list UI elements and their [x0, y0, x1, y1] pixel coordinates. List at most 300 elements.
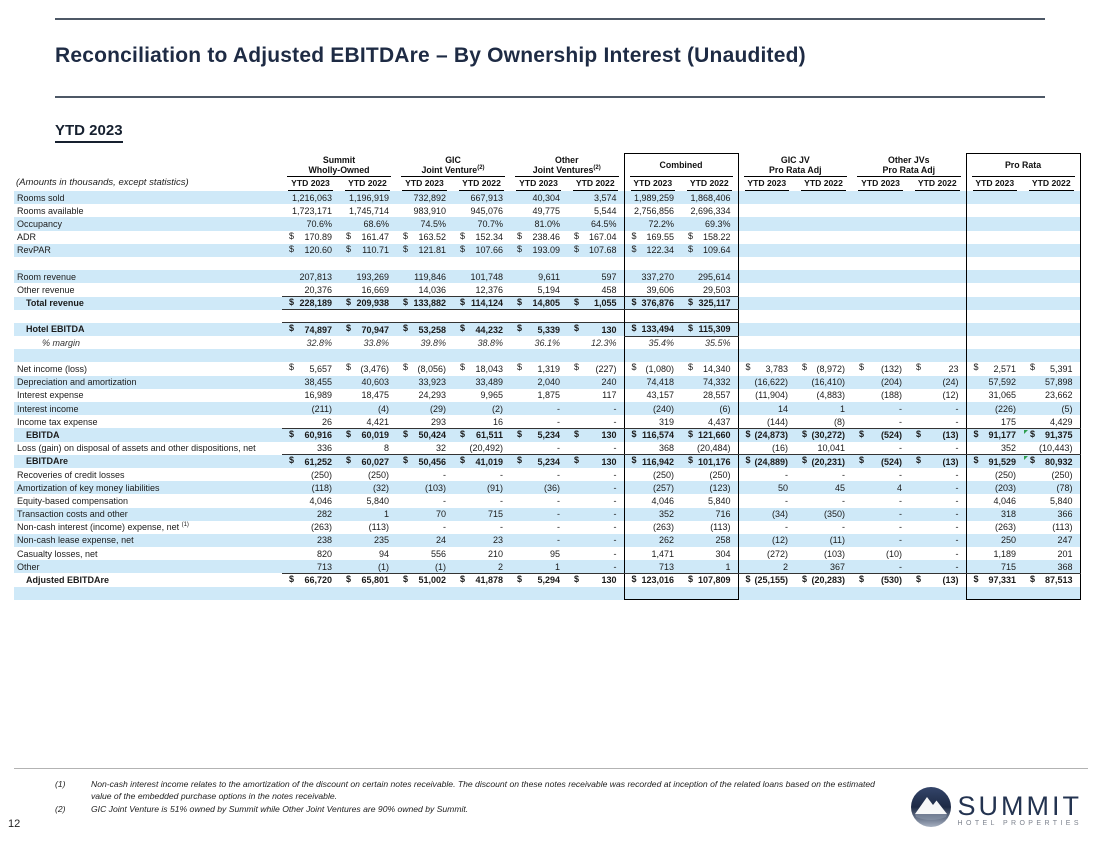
- value-cell: 117: [602, 390, 617, 401]
- value-cell: 2,040: [537, 377, 561, 388]
- value-cell: 556: [430, 548, 446, 559]
- value-cell: -: [909, 402, 966, 415]
- value-cell: [909, 310, 966, 323]
- value-cell: $ 238.46: [517, 230, 561, 243]
- value-cell: (5): [1023, 402, 1080, 415]
- value-cell: -: [842, 469, 846, 480]
- value-cell: -: [852, 560, 909, 573]
- value-cell: [795, 310, 852, 323]
- value-cell: (113): [368, 522, 389, 533]
- value-cell: -: [899, 509, 903, 520]
- value-cell: [510, 257, 567, 270]
- value-cell: [852, 323, 909, 336]
- value-cell: [396, 349, 453, 362]
- row-label: ADR: [17, 232, 37, 243]
- row-label: Room revenue: [17, 271, 77, 282]
- value-cell: -: [852, 415, 909, 428]
- value-cell: $ 130: [574, 573, 617, 586]
- value-cell: 9,611: [538, 271, 561, 282]
- value-cell: [1023, 231, 1080, 244]
- value-cell: (211): [311, 403, 332, 414]
- value-cell: -: [500, 469, 504, 480]
- value-cell: $ 116,574: [624, 428, 681, 441]
- value-cell: (91): [487, 482, 504, 493]
- value-cell: $ 41,878: [460, 573, 504, 586]
- value-cell: -: [500, 495, 504, 506]
- value-cell: 1: [383, 509, 389, 520]
- value-cell: -: [909, 468, 966, 481]
- value-cell: 366: [1023, 508, 1080, 521]
- value-cell: $ 74,897: [282, 323, 339, 336]
- table-row: [14, 508, 1080, 521]
- value-cell: -: [613, 482, 617, 493]
- value-cell: [966, 349, 1023, 362]
- value-cell: $ 61,511: [460, 428, 504, 441]
- value-cell: 352: [624, 508, 681, 521]
- table-header-group: Pro Rata: [966, 154, 1080, 178]
- value-cell: (263): [310, 522, 332, 533]
- value-cell: 29,503: [681, 283, 738, 296]
- value-cell: [852, 270, 909, 283]
- value-cell: 207,813: [299, 271, 332, 282]
- value-cell: 667,913: [470, 192, 504, 203]
- value-cell: [966, 231, 1023, 244]
- row-label: EBITDAre: [26, 456, 69, 467]
- title-rule: [55, 96, 1045, 98]
- amounts-note: (Amounts in thousands, except statistics): [16, 177, 189, 188]
- row-label: Recoveries of credit losses: [17, 469, 125, 480]
- ytd-column-header: YTD 2022: [339, 177, 396, 191]
- value-cell: (250): [310, 469, 332, 480]
- value-cell: (203): [966, 481, 1023, 494]
- value-cell: $ (8,972): [802, 362, 846, 375]
- value-cell: [1023, 270, 1080, 283]
- value-cell: 16,989: [304, 390, 332, 401]
- ytd-column-header: YTD 2022: [1023, 177, 1080, 191]
- value-cell: 1: [840, 403, 846, 414]
- value-cell: [909, 231, 966, 244]
- value-cell: 175: [966, 415, 1023, 428]
- value-cell: [681, 349, 738, 362]
- value-cell: [795, 283, 852, 296]
- row-label: RevPAR: [17, 245, 51, 256]
- value-cell: [738, 297, 795, 310]
- value-cell: 2: [453, 560, 510, 573]
- value-cell: [795, 257, 852, 270]
- row-label: Transaction costs and other: [17, 509, 128, 520]
- value-cell: 2,756,856: [624, 204, 681, 217]
- value-cell: 24,293: [418, 390, 446, 401]
- value-cell: -: [443, 469, 446, 480]
- reconciliation-table: [14, 153, 1081, 600]
- value-cell: 28,557: [681, 389, 738, 402]
- row-label: Amortization of key money liabilities: [17, 482, 160, 493]
- table-row: [14, 534, 1080, 547]
- value-cell: (24): [909, 376, 966, 389]
- value-cell: [282, 587, 339, 600]
- value-cell: [624, 310, 681, 323]
- value-cell: -: [909, 547, 966, 560]
- value-cell: 72.2%: [624, 217, 681, 230]
- summit-logo: [910, 786, 1082, 833]
- value-cell: -: [443, 522, 446, 533]
- value-cell: 1,745,714: [348, 205, 389, 216]
- table-row: [14, 547, 1080, 560]
- value-cell: (32): [372, 482, 389, 493]
- value-cell: 64.5%: [590, 218, 617, 229]
- value-cell: 12.3%: [590, 337, 617, 348]
- value-cell: [510, 310, 567, 323]
- value-cell: $ 60,019: [346, 428, 389, 441]
- value-cell: [510, 587, 567, 600]
- value-cell: $ 5,657: [289, 362, 332, 375]
- value-cell: 70: [435, 509, 446, 520]
- value-cell: [852, 257, 909, 270]
- value-cell: -: [909, 508, 966, 521]
- ytd-column-header: YTD 2022: [909, 177, 966, 191]
- value-cell: 4,046: [966, 494, 1023, 507]
- value-cell: (118): [311, 482, 332, 493]
- value-cell: $ 133,882: [396, 297, 453, 310]
- value-cell: 24: [435, 535, 446, 546]
- value-cell: 732,892: [413, 192, 446, 203]
- value-cell: $ (30,272): [802, 428, 846, 441]
- value-cell: 1: [681, 560, 738, 573]
- value-cell: [510, 349, 567, 362]
- value-cell: $ 107.66: [460, 243, 504, 256]
- value-cell: 18,475: [361, 390, 389, 401]
- value-cell: -: [909, 494, 966, 507]
- value-cell: $ 5,294: [517, 573, 561, 586]
- value-cell: 713: [282, 560, 339, 573]
- table-row: [14, 270, 1080, 283]
- value-cell: $ 3,783: [738, 362, 795, 375]
- value-cell: $ 101,176: [681, 455, 738, 468]
- value-cell: (16): [738, 442, 795, 455]
- table-row: [14, 297, 1080, 310]
- value-cell: 1: [510, 560, 567, 573]
- value-cell: $ (24,873): [738, 428, 795, 441]
- value-cell: [738, 310, 795, 323]
- value-cell: 14,036: [396, 283, 453, 296]
- value-cell: [738, 244, 795, 257]
- value-cell: 713: [624, 560, 681, 573]
- value-cell: $ 50,424: [403, 428, 446, 441]
- value-cell: $ 122.34: [624, 244, 681, 257]
- table-row: [14, 336, 1080, 349]
- value-cell: (11): [829, 535, 846, 546]
- value-cell: (1): [396, 560, 453, 573]
- value-cell: [1023, 217, 1080, 230]
- table-header-group: Other Joint Ventures$^{(2)}$: [510, 154, 624, 178]
- row-label: Hotel EBITDA: [26, 324, 85, 335]
- value-cell: 368: [624, 442, 681, 455]
- value-cell: [966, 244, 1023, 257]
- value-cell: [909, 257, 966, 270]
- value-cell: -: [557, 495, 561, 506]
- value-cell: 10,041: [795, 442, 852, 455]
- value-cell: -: [899, 535, 903, 546]
- value-cell: 49,775: [532, 205, 561, 216]
- value-cell: $ 167.04: [574, 230, 617, 243]
- row-label: [14, 587, 282, 600]
- value-cell: $ 2,571: [966, 362, 1023, 375]
- row-label: Rooms available: [17, 205, 84, 216]
- value-cell: 39.8%: [420, 337, 446, 348]
- value-cell: $ (20,231): [802, 455, 846, 467]
- ytd-column-header: YTD 2022: [795, 177, 852, 191]
- value-cell: $ (24,889): [738, 455, 795, 468]
- value-cell: 319: [624, 415, 681, 428]
- value-cell: $ 5,234: [517, 455, 561, 467]
- value-cell: [681, 257, 738, 270]
- value-cell: -: [738, 521, 795, 534]
- value-cell: $ 325,117: [681, 297, 738, 310]
- value-cell: 250: [966, 534, 1023, 547]
- value-cell: [795, 349, 852, 362]
- value-cell: $ 161.47: [346, 230, 389, 243]
- value-cell: (188): [881, 390, 903, 401]
- value-cell: 57,898: [1023, 376, 1080, 389]
- row-label: Total revenue: [26, 298, 84, 309]
- value-cell: [966, 257, 1023, 270]
- ytd-column-header: YTD 2023: [396, 177, 453, 191]
- value-cell: (10): [886, 548, 903, 559]
- ytd-column-header: YTD 2022: [567, 177, 624, 191]
- value-cell: (263): [624, 521, 681, 534]
- value-cell: $ 107.68: [574, 243, 617, 256]
- value-cell: $ (25,155): [738, 573, 795, 586]
- value-cell: 23: [493, 535, 504, 546]
- value-cell: $ 123,016: [624, 573, 681, 586]
- value-cell: $ 209,938: [339, 297, 396, 310]
- value-cell: [795, 244, 852, 257]
- value-cell: $ 376,876: [624, 297, 681, 310]
- value-cell: [339, 349, 396, 362]
- value-cell: [738, 587, 795, 600]
- value-cell: 716: [681, 508, 738, 521]
- value-cell: $ (3,476): [346, 362, 389, 375]
- value-cell: 262: [624, 534, 681, 547]
- ytd-column-header: YTD 2023: [738, 177, 795, 191]
- value-cell: 2: [738, 560, 795, 573]
- row-label: Net income (loss): [17, 364, 88, 375]
- page-number: 12: [8, 818, 21, 830]
- value-cell: 35.5%: [681, 336, 738, 349]
- value-cell: (16,410): [811, 377, 846, 388]
- value-cell: 247: [1023, 534, 1080, 547]
- row-label: [14, 349, 282, 362]
- value-cell: [396, 257, 453, 270]
- value-cell: $ 70,947: [339, 323, 396, 336]
- value-cell: (36): [544, 482, 561, 493]
- value-cell: 70.7%: [477, 218, 504, 229]
- value-cell: $ (20,283): [802, 573, 846, 586]
- value-cell: [738, 349, 795, 362]
- value-cell: (250): [681, 468, 738, 481]
- value-cell: -: [613, 509, 617, 520]
- value-cell: $ (13): [909, 573, 966, 586]
- row-label: Equity-based compensation: [17, 495, 129, 506]
- value-cell: [795, 323, 852, 336]
- value-cell: (204): [881, 377, 903, 388]
- value-cell: $ (227): [574, 362, 617, 375]
- value-cell: 4,046: [624, 494, 681, 507]
- value-cell: -: [500, 522, 504, 533]
- value-cell: $ 152.34: [460, 230, 504, 243]
- table-row: [14, 389, 1080, 402]
- value-cell: $ 116,942: [624, 455, 681, 468]
- value-cell: (144): [738, 415, 795, 428]
- value-cell: $ 228,189: [282, 297, 339, 310]
- value-cell: -: [443, 495, 446, 506]
- value-cell: [567, 349, 624, 362]
- value-cell: 5,194: [510, 283, 567, 296]
- table-row: [14, 231, 1080, 244]
- value-cell: 1,868,406: [681, 191, 738, 204]
- value-cell: $ 169.55: [624, 231, 681, 244]
- value-cell: (263): [966, 521, 1023, 534]
- value-cell: $ 61,252: [289, 455, 332, 467]
- value-cell: -: [567, 442, 624, 455]
- value-cell: -: [613, 548, 617, 559]
- value-cell: -: [613, 469, 617, 480]
- value-cell: [1023, 297, 1080, 310]
- value-cell: 1,723,171: [291, 205, 332, 216]
- value-cell: 458: [567, 283, 624, 296]
- value-cell: [738, 231, 795, 244]
- value-cell: [909, 323, 966, 336]
- value-cell: [966, 587, 1023, 600]
- value-cell: 240: [601, 377, 617, 388]
- value-cell: $ 121,660: [681, 428, 738, 441]
- value-cell: 983,910: [413, 205, 446, 216]
- value-cell: $ 130: [574, 455, 617, 467]
- value-cell: [453, 349, 510, 362]
- value-cell: [852, 587, 909, 600]
- value-cell: 1,471: [624, 547, 681, 560]
- value-cell: [738, 191, 795, 204]
- value-cell: [795, 191, 852, 204]
- value-cell: -: [613, 522, 617, 533]
- value-cell: [909, 587, 966, 600]
- value-cell: -: [567, 560, 624, 573]
- value-cell: [567, 587, 624, 600]
- value-cell: -: [510, 442, 567, 455]
- value-cell: [795, 587, 852, 600]
- value-cell: [966, 310, 1023, 323]
- value-cell: 4,421: [339, 415, 396, 428]
- value-cell: 4,429: [1023, 415, 1080, 428]
- value-cell: 295,614: [681, 270, 738, 283]
- value-cell: [282, 349, 339, 362]
- value-cell: 36.1%: [534, 337, 561, 348]
- row-label: Casualty losses, net: [17, 548, 98, 559]
- value-cell: [339, 310, 396, 323]
- value-cell: 74,418: [624, 376, 681, 389]
- value-cell: -: [613, 403, 617, 414]
- row-label: Non-cash lease expense, net: [17, 535, 134, 546]
- value-cell: [282, 310, 339, 323]
- row-label: Income tax expense: [17, 416, 98, 427]
- value-cell: [1023, 283, 1080, 296]
- value-cell: -: [852, 442, 909, 455]
- value-cell: 9,965: [480, 390, 504, 401]
- value-cell: [396, 310, 453, 323]
- value-cell: [1023, 336, 1080, 349]
- row-label: [14, 257, 282, 270]
- value-cell: $ 158.22: [681, 231, 738, 244]
- value-cell: [1023, 587, 1080, 600]
- value-cell: $ (132): [859, 362, 903, 375]
- value-cell: 282: [316, 509, 332, 520]
- value-cell: -: [557, 469, 561, 480]
- section-heading: YTD 2023: [55, 122, 123, 143]
- footnote: (2) GIC Joint Venture is 51% owned by Summit while Other Joint Ventures are 90% owned by Summit.: [55, 803, 469, 814]
- value-cell: 337,270: [624, 270, 681, 283]
- value-cell: 32.8%: [306, 337, 332, 348]
- table-row: [14, 244, 1080, 257]
- value-cell: [795, 336, 852, 349]
- value-cell: [1023, 257, 1080, 270]
- table-row: [14, 204, 1080, 217]
- table-row: [14, 573, 1080, 586]
- value-cell: [1023, 204, 1080, 217]
- value-cell: [339, 587, 396, 600]
- value-cell: $ (8,056): [403, 362, 446, 375]
- value-cell: 40,603: [361, 377, 389, 388]
- value-cell: [624, 257, 681, 270]
- value-cell: $ 130: [574, 428, 617, 441]
- value-cell: [681, 587, 738, 600]
- value-cell: (20,484): [681, 442, 738, 455]
- value-cell: [738, 323, 795, 336]
- value-cell: [909, 217, 966, 230]
- value-cell: -: [909, 481, 966, 494]
- value-cell: $ (1,080): [624, 362, 681, 375]
- value-cell: 193,269: [356, 271, 389, 282]
- value-cell: -: [909, 534, 966, 547]
- table-row: [14, 217, 1080, 230]
- row-label: % margin: [42, 337, 81, 348]
- value-cell: 38,455: [304, 377, 332, 388]
- value-cell: [852, 204, 909, 217]
- top-rule: [55, 18, 1045, 20]
- value-cell: [738, 283, 795, 296]
- value-cell: $ 65,801: [346, 573, 389, 586]
- value-cell: $ 80,932: [1023, 455, 1080, 468]
- value-cell: (250): [966, 468, 1023, 481]
- value-cell: -: [557, 535, 561, 546]
- value-cell: -: [909, 415, 966, 428]
- value-cell: [909, 191, 966, 204]
- value-cell: 33,923: [418, 377, 446, 388]
- value-cell: 367: [795, 560, 852, 573]
- value-cell: -: [567, 415, 624, 428]
- value-cell: -: [510, 415, 567, 428]
- value-cell: 33,489: [475, 377, 504, 388]
- footnotes: [55, 778, 885, 815]
- value-cell: 68.6%: [363, 218, 389, 229]
- table-row: [14, 257, 1080, 270]
- value-cell: $ 5,391: [1023, 362, 1080, 375]
- value-cell: $ 18,043: [460, 362, 504, 375]
- value-cell: [966, 217, 1023, 230]
- value-cell: (1): [339, 560, 396, 573]
- value-cell: 820: [316, 548, 332, 559]
- value-cell: 81.0%: [534, 218, 561, 229]
- value-cell: [1023, 191, 1080, 204]
